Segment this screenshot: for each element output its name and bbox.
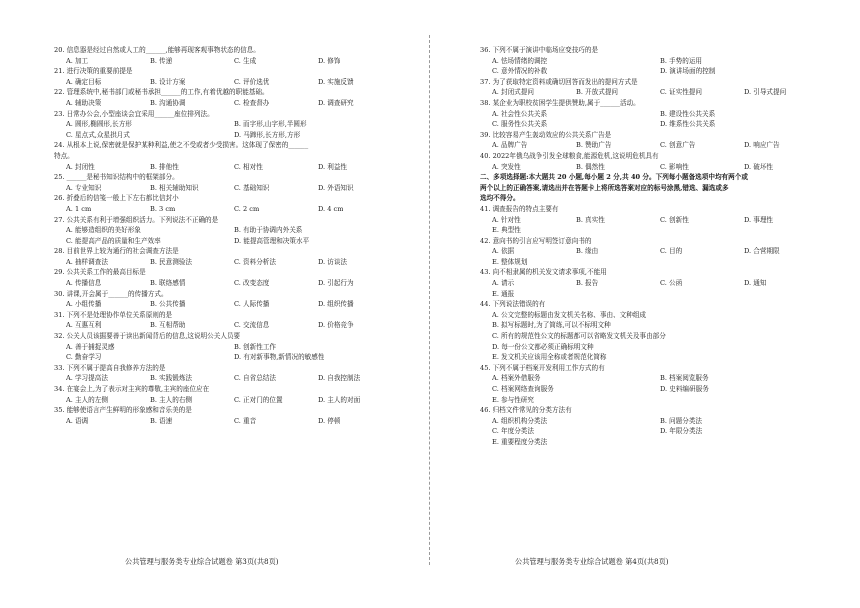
answer-option: A. 专业知识 <box>66 183 102 192</box>
question-stem: 41. 调查报告的特点主要有 <box>480 204 559 213</box>
answer-option: A. 品牌广告 <box>492 141 528 150</box>
answer-option: D. 破坏性 <box>744 162 774 171</box>
answer-option: D. 演讲场面的控制 <box>660 67 716 76</box>
option-row <box>54 204 384 215</box>
page-4 <box>430 0 860 608</box>
answer-option: D. 利益性 <box>318 162 348 171</box>
question-stem: 40. 2022年俄乌战争引发全球粮食,能源危机,这说明危机具有 <box>480 151 659 160</box>
question-block <box>480 130 820 151</box>
question-stem: 29. 公共关系工作的最高目标是 <box>54 268 146 277</box>
answer-option: B. 设计方案 <box>150 77 186 86</box>
answer-option: B. 赞助广告 <box>576 141 612 150</box>
question-stem: 43. 向不相隶属的机关发文请求事项,不能用 <box>480 268 607 277</box>
answer-option: C. 检查督办 <box>234 98 270 107</box>
answer-option: E. 参与性研究 <box>492 395 534 404</box>
question-block <box>54 66 384 87</box>
single-choice-continued <box>480 45 820 172</box>
answer-option: C. 2 cm <box>234 204 260 213</box>
option-row <box>54 257 384 268</box>
option-row <box>480 246 820 257</box>
question-block <box>480 77 820 98</box>
answer-option: B. 互相帮助 <box>150 321 186 330</box>
answer-option: D. 修饰 <box>318 56 341 65</box>
question-stem: 27. 公共关系有利于增强组织活力。下列说法不正确的是 <box>54 215 219 224</box>
option-row <box>54 162 384 173</box>
option-row <box>480 373 820 384</box>
question-stem: 38. 某企业为职校贫困学生提供赞助,属于______活动。 <box>480 98 640 107</box>
question-block <box>54 246 384 267</box>
answer-option: A. 抽样调查法 <box>66 257 108 266</box>
option-row <box>480 384 820 395</box>
question-block <box>480 405 820 447</box>
question-stem: 21. 进行决策的重要前提是 <box>54 67 133 76</box>
answer-option: A. 组织机构分类法 <box>492 416 548 425</box>
section-heading-multiple-choice <box>480 172 820 204</box>
option-row <box>480 320 820 331</box>
answer-option: C. 改变态度 <box>234 279 270 288</box>
answer-option: A. 1 cm <box>66 204 92 213</box>
question-stem: 32. 公关人员该掘要善于读出新闻背后的信息,这说明公关人员要 <box>54 332 241 341</box>
answer-option: D. 马蹄形,长方形,方形 <box>234 130 301 139</box>
answer-option: A. 学习提高法 <box>66 374 108 383</box>
multiple-choice-questions <box>480 204 820 448</box>
answer-option: B. 民意测验法 <box>150 257 193 266</box>
answer-option: B. 主人的右侧 <box>150 395 193 404</box>
answer-option: A. 圆形,椭圆形,长方形 <box>66 120 132 129</box>
question-stem: 24. 从根本上说,保密就是保护某种利益,使之不受或者少受损害。这体现了保密的______ <box>54 141 309 150</box>
answer-option: C. 影响性 <box>660 162 689 171</box>
answer-option: C. 创新性 <box>660 215 689 224</box>
answer-option: B. 相关辅助知识 <box>150 183 199 192</box>
answer-option: C. 创意广告 <box>660 141 696 150</box>
option-row <box>480 416 820 427</box>
section-instruction-line: 二、多项选择题:本大题共 20 小题,每小题 2 分,共 40 分。下列每小题备选项中均有两个或 <box>480 173 748 182</box>
answer-option: C. 资料分析法 <box>234 257 276 266</box>
answer-option: A. 小组传播 <box>66 300 102 309</box>
option-row <box>480 342 820 353</box>
question-block <box>54 384 384 405</box>
answer-option: D. 调查研究 <box>318 98 354 107</box>
answer-option: A. 语调 <box>66 416 89 425</box>
question-block <box>480 151 820 172</box>
option-row <box>480 225 820 236</box>
option-row <box>480 257 820 268</box>
question-stem: 35. 能够使语言产生鲜明的形象感和音乐美的是 <box>54 406 192 415</box>
question-block <box>54 405 384 426</box>
option-row <box>54 77 384 88</box>
answer-option: A. 档案外借服务 <box>492 374 541 383</box>
option-row <box>480 289 820 300</box>
answer-option: B. 语速 <box>150 416 173 425</box>
answer-option: C. 正对门的位置 <box>234 395 283 404</box>
option-row <box>480 278 820 289</box>
question-block <box>54 140 384 161</box>
question-block <box>480 98 820 130</box>
answer-option: C. 交流信息 <box>234 321 270 330</box>
answer-option: D. 年限分类法 <box>660 427 703 436</box>
answer-option: A. 突发性 <box>492 162 521 171</box>
question-block <box>54 109 384 141</box>
question-block <box>54 45 384 66</box>
answer-option: A. 针对性 <box>492 215 521 224</box>
answer-option: C. 基础知识 <box>234 183 270 192</box>
option-row <box>54 98 384 109</box>
answer-option: B. 联络感情 <box>150 279 186 288</box>
answer-option: B. 手势的运用 <box>660 56 703 65</box>
answer-option: D. 每一份公文都必须正确标明文种 <box>492 342 594 351</box>
question-block <box>54 215 384 247</box>
answer-option: B. 档案阅览服务 <box>660 374 709 383</box>
option-row <box>54 225 384 236</box>
answer-option: A. 主人的左侧 <box>66 395 108 404</box>
answer-option: C. 相对性 <box>234 162 263 171</box>
answer-option: D. 4 cm <box>318 204 344 213</box>
section-instruction-line: 两个以上的正确答案,请选出并在答题卡上将所选答案对应的标号涂黑,错选、漏选或多 <box>480 183 729 192</box>
answer-option: B. 3 cm <box>150 204 176 213</box>
answer-option: A. 能够造组织的美好形象 <box>66 226 141 235</box>
question-stem: 36. 下列不属于演讲中临场应变技巧的是 <box>480 46 599 54</box>
answer-option: D. 引导式提问 <box>744 88 787 97</box>
answer-option: B. 建设性公共关系 <box>660 109 716 118</box>
option-row <box>54 416 384 427</box>
question-stem: 34. 在宴会上,为了表示对主宾的尊敬,主宾的座位应在 <box>54 385 210 393</box>
question-list-page-3 <box>54 45 384 426</box>
section-instruction-line: 选均不得分。 <box>480 194 520 203</box>
answer-option: B. 缘由 <box>576 247 599 256</box>
question-stem: 30. 讲课,开会属于______的传播方式。 <box>54 289 168 298</box>
answer-option: D. 自我控制法 <box>318 374 361 383</box>
answer-option: A. 加工 <box>66 56 89 65</box>
answer-option: B. 真实性 <box>576 215 605 224</box>
question-stem: 31. 下列不是处理协作单位关系原则的是 <box>54 310 173 319</box>
answer-option: A. 封闭式提问 <box>492 88 534 97</box>
answer-option: D. 外语知识 <box>318 183 354 192</box>
answer-option: C. 所有的规范性公文的标题都可以省略发文机关及事由部分 <box>492 332 666 341</box>
answer-option: C. 年度分类法 <box>492 427 534 436</box>
page-footer: 公共管理与服务类专业综合试题卷 第4页(共8页) <box>515 557 669 566</box>
option-row <box>480 87 820 98</box>
option-row <box>54 183 384 194</box>
option-row <box>480 140 820 151</box>
answer-option: A. 互惠互利 <box>66 321 102 330</box>
option-row <box>480 162 820 173</box>
option-row <box>480 119 820 130</box>
option-row <box>54 352 384 363</box>
answer-option: C. 人际传播 <box>234 300 270 309</box>
question-block <box>480 236 820 268</box>
answer-option: A. 请示 <box>492 279 515 288</box>
answer-option: B. 而字形,山字形,半圆形 <box>234 120 307 129</box>
option-row <box>480 215 820 226</box>
answer-option: B. 创新性工作 <box>234 342 277 351</box>
answer-option: B. 实践锻炼法 <box>150 374 193 383</box>
question-block <box>54 162 384 173</box>
option-row <box>54 236 384 247</box>
answer-option: D. 价格竞争 <box>318 321 354 330</box>
question-block <box>54 363 384 384</box>
option-row <box>54 56 384 67</box>
answer-option: B. 报告 <box>576 279 599 288</box>
answer-option: D. 史料编研服务 <box>660 385 709 393</box>
answer-option: D. 通知 <box>744 279 767 288</box>
option-row <box>480 352 820 363</box>
question-block <box>480 363 820 405</box>
answer-option: E. 整体规划 <box>492 257 528 266</box>
answer-option: C. 能提高产品的质量和生产效率 <box>66 236 161 245</box>
answer-option: C. 公函 <box>660 279 683 288</box>
answer-option: D. 响应广告 <box>744 141 780 150</box>
question-stem: 22. 管理系统中,秘书部门或秘书承担______的工作,有着优越的职能基础。 <box>54 88 269 97</box>
option-row <box>480 426 820 437</box>
option-row <box>54 395 384 406</box>
answer-option: C. 服务性公共关系 <box>492 120 548 129</box>
question-stem: 37. 为了获取特定资料或确切回答而发出的提问方式是 <box>480 77 638 86</box>
question-block <box>54 289 384 310</box>
answer-option: B. 有助于协调内外关系 <box>234 226 303 235</box>
answer-option: B. 问题分类法 <box>660 416 703 425</box>
question-block <box>54 331 384 363</box>
option-row <box>480 109 820 120</box>
answer-option: B. 偶然性 <box>576 162 605 171</box>
question-stem: 39. 比较容易产生轰动效应的公共关系广告是 <box>480 130 612 139</box>
answer-option: D. 引起行为 <box>318 279 354 288</box>
option-row <box>480 66 820 77</box>
question-stem: 26. 折叠后的信笺一般上下左右都比信封小 <box>54 194 179 203</box>
answer-option: C. 意外情况的补救 <box>492 67 548 76</box>
answer-option: D. 实施反馈 <box>318 77 354 86</box>
option-row <box>54 342 384 353</box>
option-row <box>54 278 384 289</box>
answer-option: B. 公共传播 <box>150 300 186 309</box>
answer-option: D. 能提高管理和决策水平 <box>234 236 310 245</box>
answer-option: C. 自省总结法 <box>234 374 276 383</box>
question-stem: 42. 意向书的引言应写明签订意向书的 <box>480 236 592 245</box>
answer-option: C. 目的 <box>660 247 683 256</box>
option-row <box>54 119 384 130</box>
answer-option: A. 辅助决策 <box>66 98 102 107</box>
answer-option: A. 社会性公共关系 <box>492 109 548 118</box>
answer-option: C. 勤奋学习 <box>66 353 102 362</box>
question-block <box>54 87 384 108</box>
answer-option: A. 封闭性 <box>66 162 95 171</box>
option-row <box>480 437 820 448</box>
answer-option: B. 沟通协调 <box>150 98 186 107</box>
question-stem: 46. 归档文件常见的分类方法有 <box>480 406 572 415</box>
question-block <box>54 193 384 214</box>
option-row <box>480 395 820 406</box>
question-stem: 44. 下列说法错误的有 <box>480 300 546 309</box>
page-footer: 公共管理与服务类专业综合试题卷 第3页(共8页) <box>125 557 279 566</box>
answer-option: E. 发文机关应该用全称或者规范化简称 <box>492 353 607 362</box>
question-block <box>480 204 820 236</box>
answer-option: E. 通报 <box>492 289 515 298</box>
question-stem: 23. 日常办公会,小型座谈会宜采用______座位排列法。 <box>54 109 214 118</box>
answer-option: D. 主人的对面 <box>318 395 361 404</box>
question-stem: 45. 下列不属于档案开发利用工作方式的有 <box>480 363 605 372</box>
answer-option: A. 善于捕捉灵感 <box>66 342 115 351</box>
option-row <box>54 373 384 384</box>
answer-option: C. 评价选优 <box>234 77 270 86</box>
answer-option: B. 拟写标题时,为了简练,可以不标明文种 <box>492 321 611 330</box>
option-row <box>54 320 384 331</box>
question-stem: 28. 目前世界上较为通行的社会调查方法是 <box>54 247 179 256</box>
option-row <box>54 130 384 141</box>
answer-option: E. 重要程度分类法 <box>492 437 548 446</box>
answer-option: B. 传递 <box>150 56 173 65</box>
answer-option: D. 有对新事物,新情况的敏感性 <box>234 353 325 362</box>
question-block <box>480 45 820 77</box>
question-stem: 20. 信息器是经过自然或人工的______,能够再现客观事物状态的信息。 <box>54 46 260 54</box>
answer-option: D. 停顿 <box>318 416 341 425</box>
answer-option: D. 访谈法 <box>318 257 348 266</box>
answer-option: A. 确定目标 <box>66 77 102 86</box>
question-block <box>54 310 384 331</box>
question-list-page-4 <box>480 45 820 448</box>
answer-option: A. 公文完整的标题由发文机关名称、事由、文种组成 <box>492 310 647 319</box>
answer-option: B. 排他性 <box>150 162 179 171</box>
answer-option: C. 档案网络查询服务 <box>492 385 554 393</box>
question-block <box>480 299 820 363</box>
question-stem: 33. 下列不属于提高自我修养方法的是 <box>54 363 166 372</box>
question-block <box>480 267 820 299</box>
question-block <box>54 267 384 288</box>
answer-option: E. 典型性 <box>492 226 521 235</box>
answer-option: D. 合营期限 <box>744 247 780 256</box>
answer-option: C. 星点式,众星拱月式 <box>66 130 130 139</box>
question-block <box>54 172 384 193</box>
option-row <box>54 299 384 310</box>
answer-option: C. 生成 <box>234 56 257 65</box>
question-stem-continued: 特点。 <box>54 151 74 160</box>
answer-option: C. 重音 <box>234 416 257 425</box>
answer-option: D. 组织传播 <box>318 300 354 309</box>
answer-option: D. 事理性 <box>744 215 774 224</box>
question-stem: 25. ______是秘书知识结构中的框架部分。 <box>54 173 179 182</box>
option-row <box>480 56 820 67</box>
option-row <box>480 310 820 321</box>
answer-option: B. 开放式提问 <box>576 88 619 97</box>
answer-option: C. 证实性提问 <box>660 88 702 97</box>
answer-option: A. 怯场情绪的调控 <box>492 56 548 65</box>
answer-option: A. 传播信息 <box>66 279 102 288</box>
answer-option: D. 维系性公共关系 <box>660 120 716 129</box>
option-row <box>480 331 820 342</box>
answer-option: A. 依据 <box>492 247 515 256</box>
